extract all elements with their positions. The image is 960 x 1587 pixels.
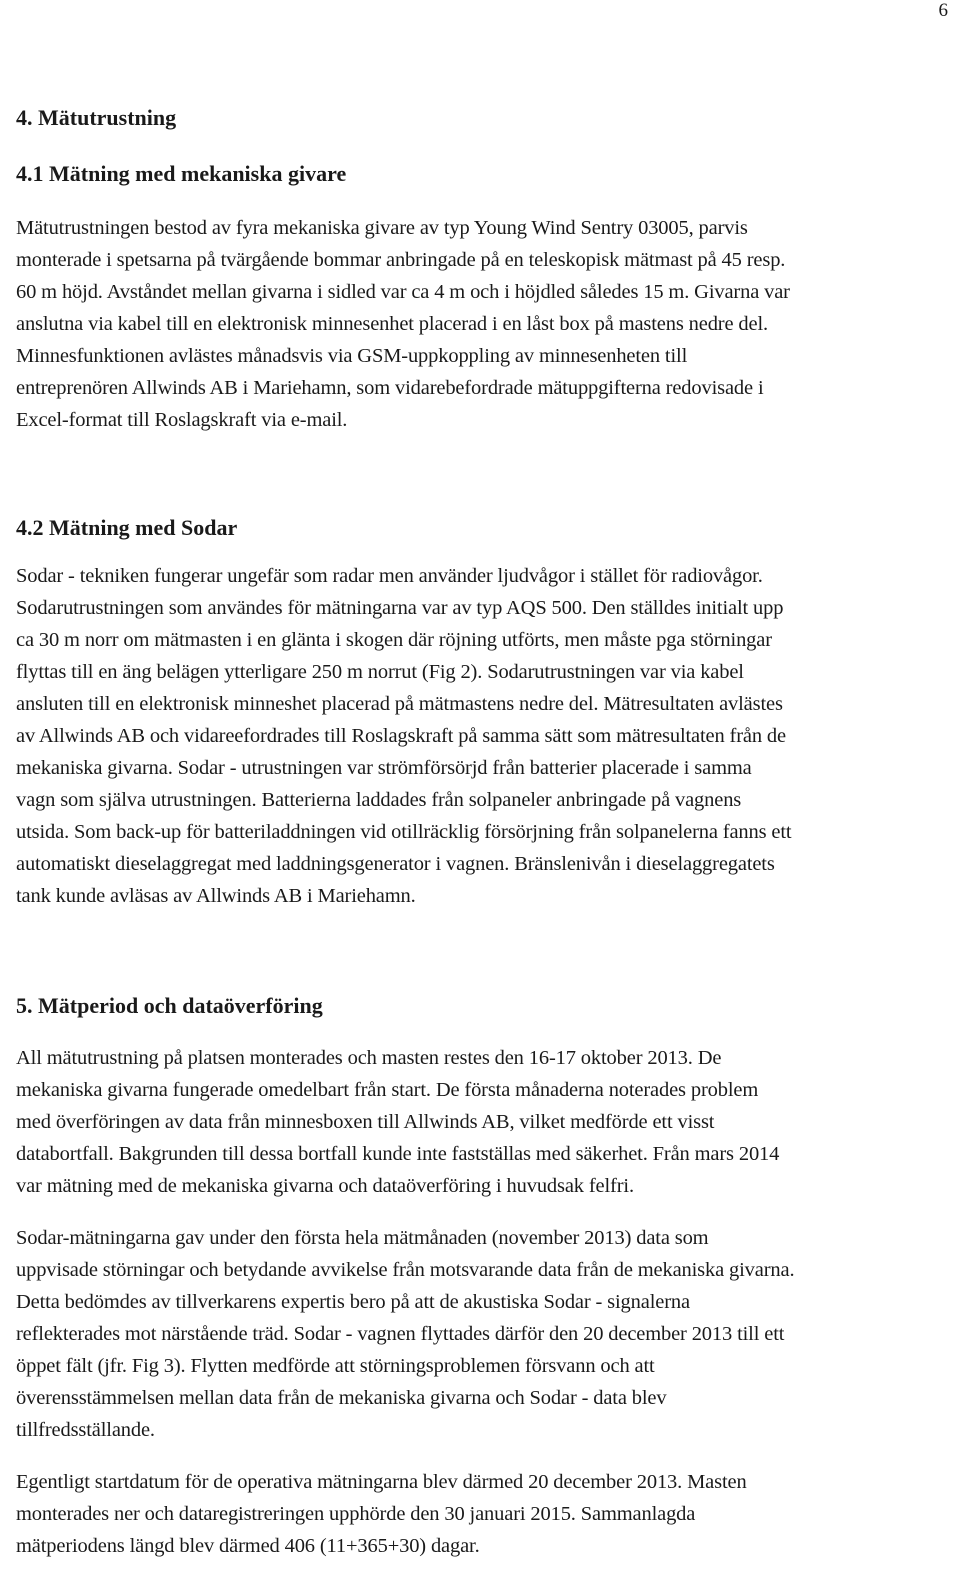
text-line: ansluten till en elektronisk minneshet placerad på mätmastens nedre del. Mätresultaten avlästes <box>16 693 783 715</box>
text-line: överensstämmelsen mellan data från de mekaniska givarna och Sodar - data blev <box>16 1387 667 1409</box>
text-line: mekaniska givarna fungerade omedelbart från start. De första månaderna noterades problem <box>16 1079 759 1101</box>
text-line: vagn som själva utrustningen. Batterierna laddades från solpaneler anbringade på vagnens <box>16 789 742 811</box>
text-line: Mätutrustningen bestod av fyra mekaniska givare av typ Young Wind Sentry 03005, parvis <box>16 217 748 239</box>
text-line: ca 30 m norr om mätmasten i en glänta i skogen där röjning utförts, men måste pga störningar <box>16 629 772 651</box>
section-4-1-heading: 4.1 Mätning med mekaniska givare <box>16 161 347 186</box>
section-4-heading: 4. Mätutrustning <box>16 105 177 130</box>
text-line: mekaniska givarna. Sodar - utrustningen var strömförsörjd från batterier placerade i samma <box>16 757 752 779</box>
text-line: Sodarutrustningen som användes för mätningarna var av typ AQS 500. Den ställdes initialt upp <box>16 597 784 619</box>
text-line: flyttas till en äng belägen ytterligare 250 m norrut (Fig 2). Sodarutrustningen var via kabel <box>16 661 744 683</box>
section-4-2-paragraph <box>16 560 956 912</box>
text-line: entreprenören Allwinds AB i Mariehamn, som vidarebefordrade mätuppgifterna redovisade i <box>16 377 764 399</box>
text-line: Minnesfunktionen avlästes månadsvis via GSM-uppkoppling av minnesenheten till <box>16 345 688 367</box>
text-line: Detta bedömdes av tillverkarens expertis bero på att de akustiska Sodar - signalerna <box>16 1291 690 1313</box>
section-5-paragraph-2 <box>16 1222 956 1446</box>
text-line: utsida. Som back-up för batteriladdningen vid otillräcklig försörjning från solpanelerna fanns ett <box>16 821 792 843</box>
text-line: av Allwinds AB och vidareefordrades till Roslagskraft på samma sätt som mätresultaten från de <box>16 725 786 747</box>
text-line: monterades ner och dataregistreringen upphörde den 30 januari 2015. Sammanlagda <box>16 1503 696 1525</box>
text-line: reflekterades mot närstående träd. Sodar - vagnen flyttades därför den 20 december 2013 till ett <box>16 1323 785 1345</box>
text-line: tillfredsställande. <box>16 1419 155 1441</box>
section-5-heading: 5. Mätperiod och dataöverföring <box>16 993 323 1018</box>
text-line: tank kunde avläsas av Allwinds AB i Mariehamn. <box>16 885 416 907</box>
text-line: mätperiodens längd blev därmed 406 (11+365+30) dagar. <box>16 1535 480 1557</box>
text-line: 60 m höjd. Avståndet mellan givarna i sidled var ca 4 m och i höjdled således 15 m. Givarna var <box>16 281 790 303</box>
text-line: Sodar-mätningarna gav under den första hela mätmånaden (november 2013) data som <box>16 1227 709 1249</box>
text-line: Excel-format till Roslagskraft via e-mail. <box>16 409 348 431</box>
section-4-1-paragraph <box>16 212 956 436</box>
text-line: uppvisade störningar och betydande avvikelse från motsvarande data från de mekaniska givarna. <box>16 1259 795 1281</box>
text-line: med överföringen av data från minnesboxen till Allwinds AB, vilket medförde ett visst <box>16 1111 715 1133</box>
text-line: monterade i spetsarna på tvärgående bommar anbringade på en teleskopisk mätmast på 45 resp. <box>16 249 786 271</box>
document-body <box>16 102 956 1562</box>
text-line: databortfall. Bakgrunden till dessa bortfall kunde inte fastställas med säkerhet. Från mars 2014 <box>16 1143 780 1165</box>
text-line: anslutna via kabel till en elektronisk minnesenhet placerad i en låst box på mastens nedre del. <box>16 313 768 335</box>
text-line: automatiskt dieselaggregat med laddningsgenerator i vagnen. Bränslenivån i dieselaggregatets <box>16 853 775 875</box>
text-line: öppet fält (jfr. Fig 3). Flytten medförde att störningsproblemen försvann och att <box>16 1355 655 1377</box>
text-line: var mätning med de mekaniska givarna och dataöverföring i huvudsak felfri. <box>16 1175 634 1197</box>
text-line: All mätutrustning på platsen monterades och masten restes den 16-17 oktober 2013. De <box>16 1047 722 1069</box>
section-5-paragraph-3 <box>16 1466 956 1562</box>
section-5-paragraph-1 <box>16 1042 956 1202</box>
text-line: Sodar - tekniken fungerar ungefär som radar men använder ljudvågor i stället för radiovågor. <box>16 565 763 587</box>
page-number: 6 <box>938 0 948 21</box>
section-4-2-heading: 4.2 Mätning med Sodar <box>16 515 238 540</box>
text-line: Egentligt startdatum för de operativa mätningarna blev därmed 20 december 2013. Masten <box>16 1471 747 1493</box>
